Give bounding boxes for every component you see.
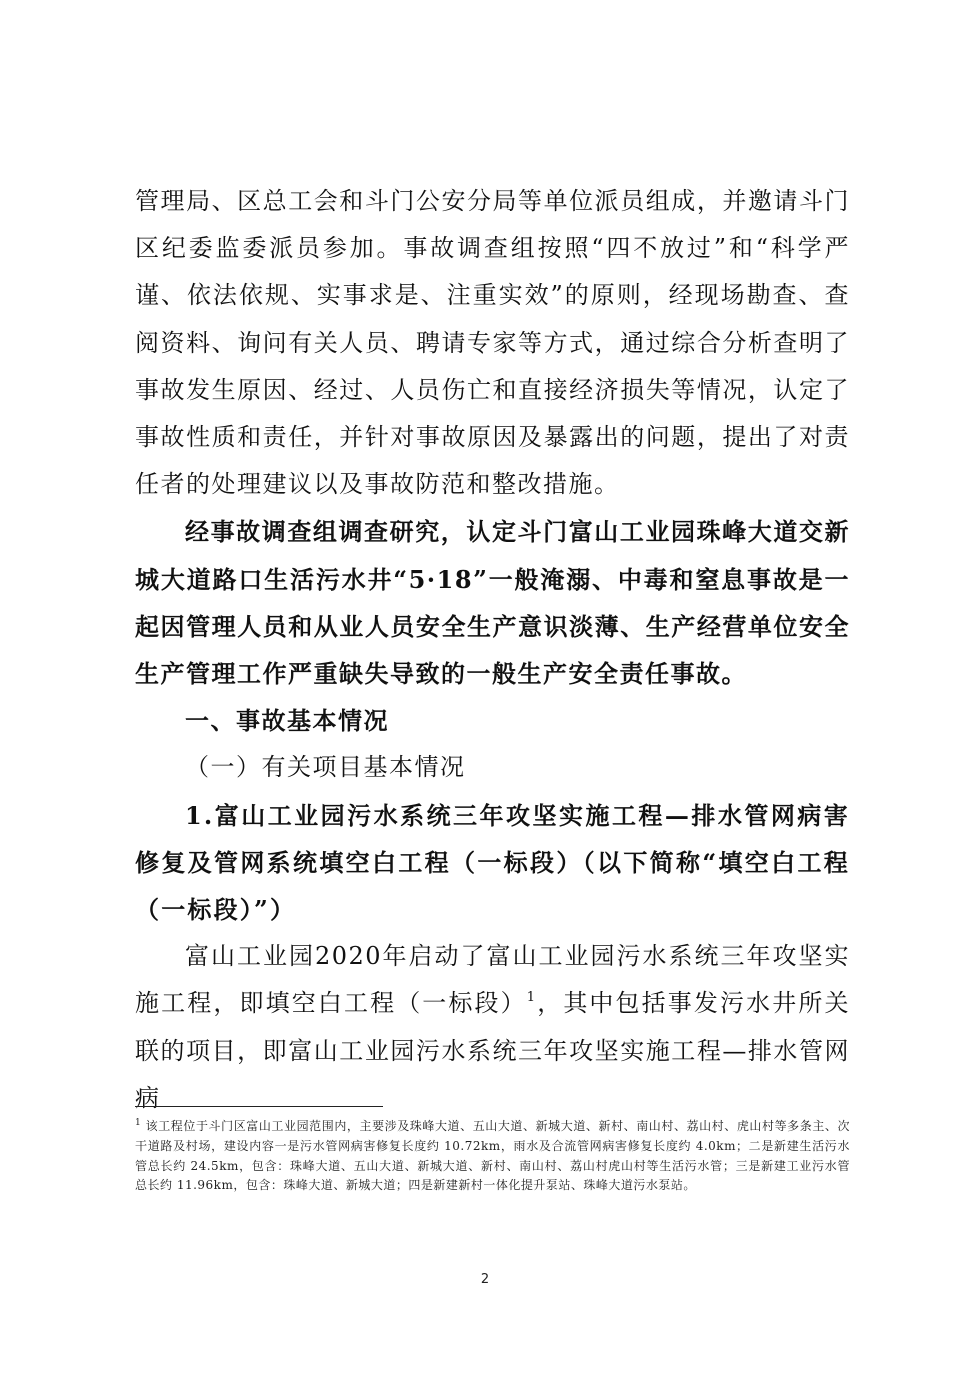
paragraph-accident-conclusion: 经事故调查组调查研究，认定斗门富山工业园珠峰大道交新城大道路口生活污水井“5·18”一般淹溺、中毒和窒息事故是一起因管理人员和从业人员安全生产意识淡薄、生产经营单位安全生产管理工作严重缺失导致的一般生产安全责任事故。	[135, 517, 850, 689]
section-heading-basic-situation: 一、事故基本情况	[185, 706, 389, 736]
paragraph-investigation-process: 管理局、区总工会和斗门公安分局等单位派员组成，并邀请斗门区纪委监委派员参加。事故调查组按照“四不放过”和“科学严谨、依法依规、实事求是、注重实效”的原则，经现场勘查、查阅资料、询问有关人员、聘请专家等方式，通过综合分析查明了事故发生原因、经过、人员伤亡和直接经济损失等情况，认定了事故性质和责任，并针对事故原因及暴露出的问题，提出了对责任者的处理建议以及事故防范和整改措施。	[135, 187, 850, 499]
footnote	[135, 1117, 850, 1196]
footnote-text: 该工程位于斗门区富山工业园范围内，主要涉及珠峰大道、五山大道、新城大道、新村、南山村、荔山村、虎山村等多条主、次干道路及村场，建设内容一是污水管网病害修复长度约 10.72km，雨水及合流管网病害修复长度约 4.0km；二是新建生活污水管总长约 24.5km，包含：珠峰大道、五山大道、新城大道、新村、南山村、荔山村虎山村等生活污水管；三是新建工业污水管总长约 11.96km，包含：珠峰大道、新城大道；四是新建新村一体化提升泵站、珠峰大道污水泵站。	[135, 1119, 850, 1193]
footnote-reference[interactable]: 1	[526, 990, 537, 1006]
paragraph-project-text-start: 富山工业园2020年启动了富山工业园污水系统三年攻坚实施工程，即填空白工程（一标段）	[135, 942, 850, 1018]
paragraph-project-text-end: ，其中包括事发污水井所关联的项目，即富山工业园污水系统三年攻坚实施工程—排水管网病	[135, 989, 851, 1112]
body-text	[135, 178, 850, 1122]
paragraph-project-description	[135, 933, 850, 1122]
item-heading-project-1: 1.富山工业园污水系统三年攻坚实施工程—排水管网病害修复及管网系统填空白工程（一标段）（以下简称“填空白工程（一标段）”）	[135, 800, 850, 925]
footnote-separator	[135, 1106, 383, 1107]
subsection-heading-project-situation: （一）有关项目基本情况	[185, 753, 466, 782]
footnote-marker: 1	[135, 1118, 142, 1128]
page-number: 2	[480, 1272, 490, 1287]
